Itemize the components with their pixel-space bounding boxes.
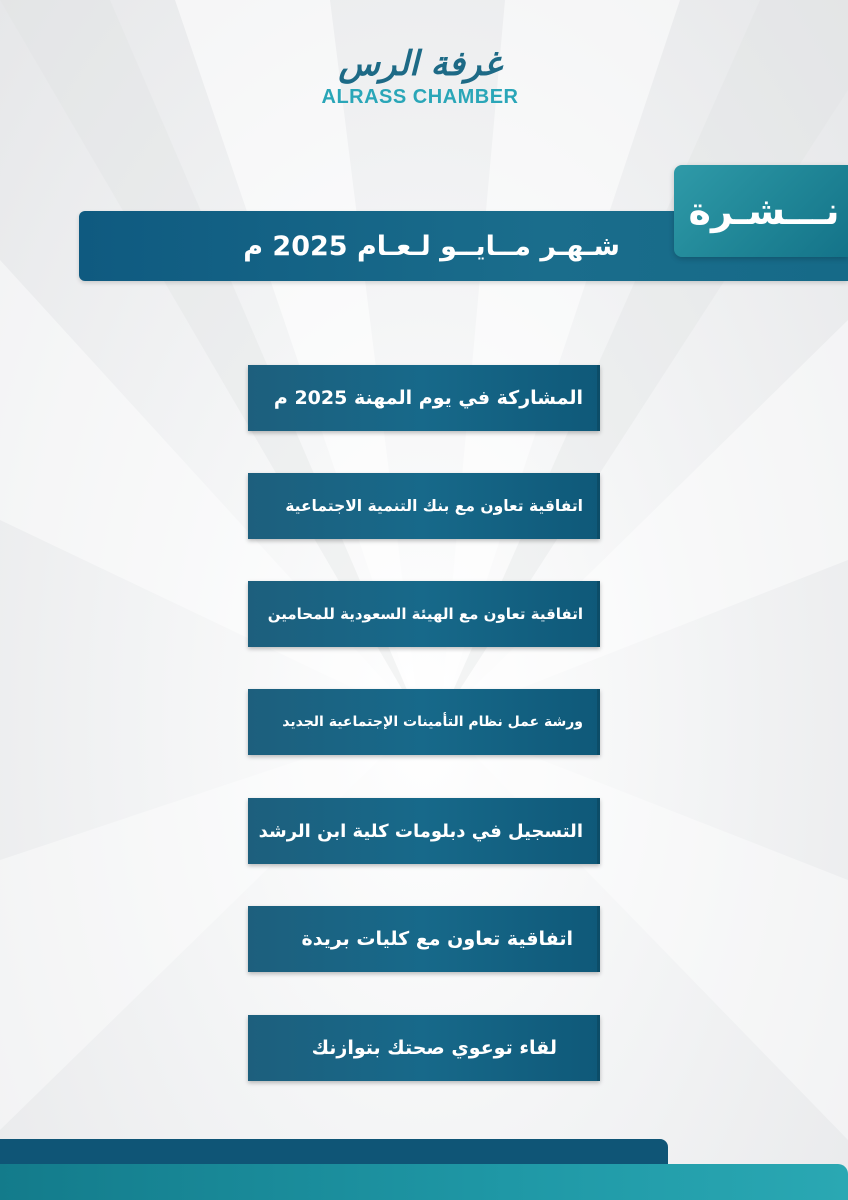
logo-arabic-text: غرفة الرس bbox=[338, 44, 502, 84]
footer-bar-teal bbox=[0, 1164, 848, 1200]
topic-item[interactable] bbox=[248, 689, 600, 755]
topic-item[interactable] bbox=[248, 365, 600, 431]
logo-english-text: ALRASS CHAMBER bbox=[321, 86, 519, 108]
newsletter-title: نـــشـرة bbox=[688, 189, 840, 233]
topic-label: ورشة عمل نظام التأمينات الإجتماعية الجديد bbox=[282, 714, 583, 730]
topic-label: التسجيل في دبلومات كلية ابن الرشد bbox=[258, 820, 583, 842]
topic-label: لقاء توعوي صحتك بتوازنك bbox=[311, 1037, 557, 1059]
topic-item[interactable] bbox=[248, 581, 600, 647]
topic-item[interactable] bbox=[248, 1015, 600, 1081]
month-title: شـهـر مــايــو لـعـام 2025 م bbox=[243, 231, 620, 262]
topic-label: اتفاقية تعاون مع الهيئة السعودية للمحامين bbox=[267, 605, 583, 623]
topic-item[interactable] bbox=[248, 906, 600, 972]
topic-label: اتفاقية تعاون مع كليات بريدة bbox=[301, 928, 573, 950]
topic-item[interactable] bbox=[248, 798, 600, 864]
topic-item[interactable] bbox=[248, 473, 600, 539]
topic-label: المشاركة في يوم المهنة 2025 م bbox=[273, 387, 583, 409]
topic-label: اتفاقية تعاون مع بنك التنمية الاجتماعية bbox=[285, 497, 583, 515]
chamber-logo bbox=[300, 42, 540, 114]
